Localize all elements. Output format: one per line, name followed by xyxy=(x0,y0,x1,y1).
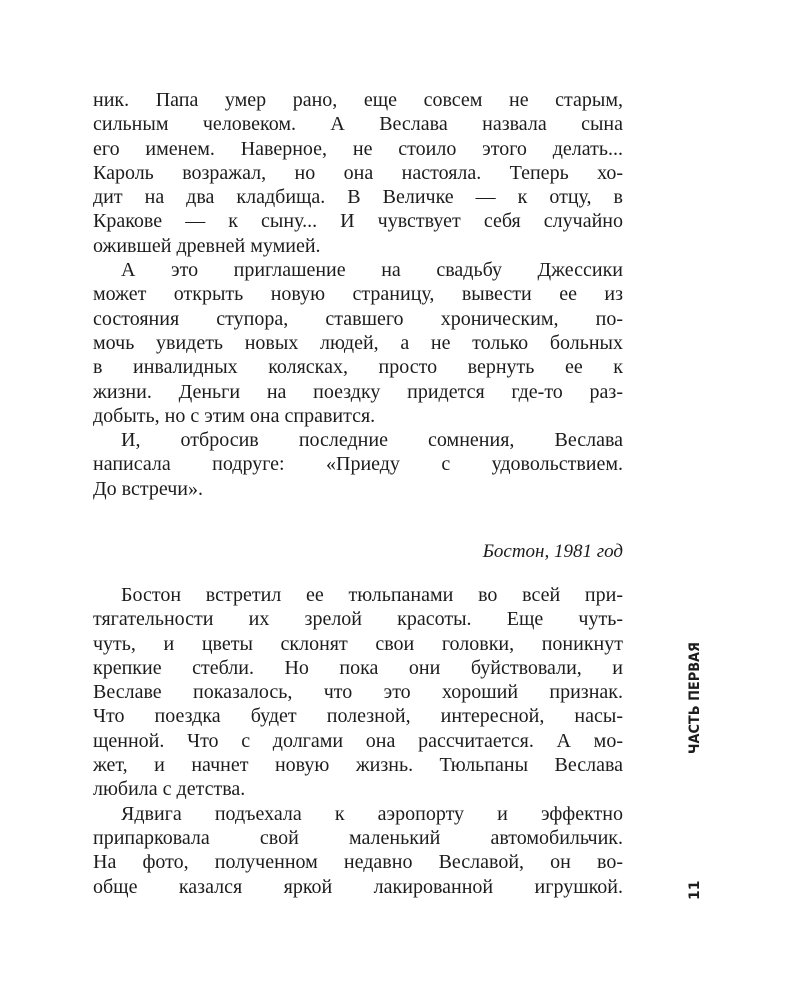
text-block-two xyxy=(93,583,623,899)
text-line: в инвалидных колясках, просто вернуть ее к xyxy=(93,356,623,379)
text-line: обще казался яркой лакированной игрушкой. xyxy=(93,875,623,898)
dateline: Бостон, 1981 год xyxy=(482,541,623,562)
text-line: ожившей древней мумией. xyxy=(93,234,321,257)
text-line: может открыть новую страницу, вывести ее из xyxy=(93,283,623,306)
text-block-one xyxy=(93,88,623,501)
text-line: дит на два кладбища. В Величке — к отцу, в xyxy=(93,186,623,209)
text-line: состояния ступора, ставшего хроническим, по- xyxy=(93,307,623,330)
text-line: чуть, и цветы склонят свои головки, поникнут xyxy=(93,632,623,655)
text-line: жет, и начнет новую жизнь. Тюльпаны Веслава xyxy=(93,754,623,777)
text-line: добыть, но с этим она справится. xyxy=(93,404,376,427)
text-line: А это приглашение на свадьбу Джессики xyxy=(121,259,623,282)
text-line: И, отбросив последние сомнения, Веслава xyxy=(121,429,623,452)
text-line: ник. Папа умер рано, еще совсем не старым, xyxy=(93,89,623,111)
text-line: жизни. Деньги на поездку придется где-то раз- xyxy=(93,380,623,403)
text-line: его именем. Наверное, не стоило этого делать... xyxy=(93,137,623,160)
text-line: любила с детства. xyxy=(93,778,246,801)
running-head-svg xyxy=(683,632,707,906)
text-line: Ядвига подъехала к аэропорту и эффектно xyxy=(121,802,623,825)
page-number: 11 xyxy=(687,880,703,900)
text-line: тягательности их зрелой красоты. Еще чуть- xyxy=(93,608,623,631)
text-line: мочь увидеть новых людей, а не только больных xyxy=(93,331,623,354)
text-line: припарковала свой маленький автомобильчик. xyxy=(93,826,623,849)
text-line: Кракове — к сыну... И чувствует себя случайно xyxy=(93,210,623,233)
text-line: Веславе показалось, что это хороший признак. xyxy=(93,681,623,704)
text-line: щенной. Что с долгами она рассчитается. А мо- xyxy=(93,729,623,752)
text-line: Что поездка будет полезной, интересной, насы- xyxy=(93,705,623,728)
text-line: сильным человеком. А Веслава назвала сына xyxy=(93,113,623,136)
text-line: написала подруге: «Приеду с удовольствием. xyxy=(93,453,623,476)
text-line: До встречи». xyxy=(93,477,203,500)
text-line: Кароль возражал, но она настояла. Теперь хо- xyxy=(93,161,623,184)
section-label: ЧАСТЬ ПЕРВАЯ xyxy=(687,632,703,754)
running-head xyxy=(683,632,707,906)
text-line: На фото, полученном недавно Веславой, он во- xyxy=(93,851,623,874)
text-line: крепкие стебли. Но пока они буйствовали, и xyxy=(93,656,623,679)
text-line: Бостон встретил ее тюльпанами во всей при- xyxy=(121,584,623,606)
